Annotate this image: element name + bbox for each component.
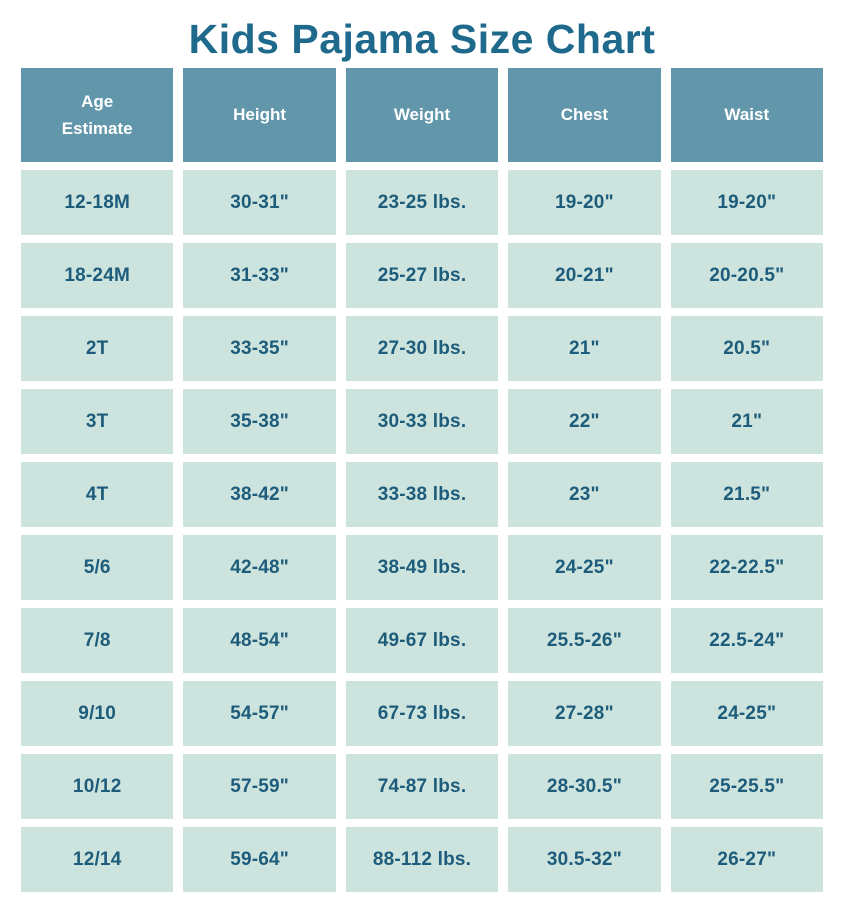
table-cell: 38-42" bbox=[183, 462, 335, 527]
table-cell: 25-25.5" bbox=[671, 754, 823, 819]
table-cell: 21" bbox=[508, 316, 660, 381]
table-cell: 5/6 bbox=[21, 535, 173, 600]
table-cell: 18-24M bbox=[21, 243, 173, 308]
table-cell: 27-28" bbox=[508, 681, 660, 746]
page-title: Kids Pajama Size Chart bbox=[188, 15, 656, 62]
table-cell: 20-20.5" bbox=[671, 243, 823, 308]
table-cell: 24-25" bbox=[508, 535, 660, 600]
table-cell: 2T bbox=[21, 316, 173, 381]
table-cell: 22-22.5" bbox=[671, 535, 823, 600]
table-cell: 30.5-32" bbox=[508, 827, 660, 892]
header-cell-waist: Waist bbox=[671, 68, 823, 162]
table-cell: 24-25" bbox=[671, 681, 823, 746]
header-cell-height: Height bbox=[183, 68, 335, 162]
table-cell: 12/14 bbox=[21, 827, 173, 892]
table-cell: 23-25 lbs. bbox=[346, 170, 498, 235]
table-cell: 10/12 bbox=[21, 754, 173, 819]
table-cell: 22" bbox=[508, 389, 660, 454]
table-cell: 12-18M bbox=[21, 170, 173, 235]
table-cell: 27-30 lbs. bbox=[346, 316, 498, 381]
table-cell: 30-31" bbox=[183, 170, 335, 235]
table-cell: 21.5" bbox=[671, 462, 823, 527]
table-cell: 88-112 lbs. bbox=[346, 827, 498, 892]
table-cell: 26-27" bbox=[671, 827, 823, 892]
table-cell: 7/8 bbox=[21, 608, 173, 673]
table-cell: 20-21" bbox=[508, 243, 660, 308]
table-cell: 59-64" bbox=[183, 827, 335, 892]
table-cell: 49-67 lbs. bbox=[346, 608, 498, 673]
table-cell: 54-57" bbox=[183, 681, 335, 746]
header-cell-weight: Weight bbox=[346, 68, 498, 162]
table-cell: 67-73 lbs. bbox=[346, 681, 498, 746]
table-cell: 33-35" bbox=[183, 316, 335, 381]
table-cell: 33-38 lbs. bbox=[346, 462, 498, 527]
size-chart-table bbox=[21, 68, 823, 892]
table-cell: 4T bbox=[21, 462, 173, 527]
table-cell: 25.5-26" bbox=[508, 608, 660, 673]
table-cell: 57-59" bbox=[183, 754, 335, 819]
table-cell: 38-49 lbs. bbox=[346, 535, 498, 600]
table-cell: 21" bbox=[671, 389, 823, 454]
table-cell: 31-33" bbox=[183, 243, 335, 308]
table-cell: 22.5-24" bbox=[671, 608, 823, 673]
table-cell: 20.5" bbox=[671, 316, 823, 381]
table-cell: 74-87 lbs. bbox=[346, 754, 498, 819]
table-cell: 25-27 lbs. bbox=[346, 243, 498, 308]
header-cell-age-estimate: Age Estimate bbox=[21, 68, 173, 162]
table-cell: 19-20" bbox=[508, 170, 660, 235]
table-cell: 3T bbox=[21, 389, 173, 454]
table-cell: 42-48" bbox=[183, 535, 335, 600]
table-cell: 23" bbox=[508, 462, 660, 527]
table-cell: 48-54" bbox=[183, 608, 335, 673]
table-cell: 19-20" bbox=[671, 170, 823, 235]
table-cell: 35-38" bbox=[183, 389, 335, 454]
table-cell: 30-33 lbs. bbox=[346, 389, 498, 454]
table-cell: 9/10 bbox=[21, 681, 173, 746]
header-cell-chest: Chest bbox=[508, 68, 660, 162]
table-cell: 28-30.5" bbox=[508, 754, 660, 819]
